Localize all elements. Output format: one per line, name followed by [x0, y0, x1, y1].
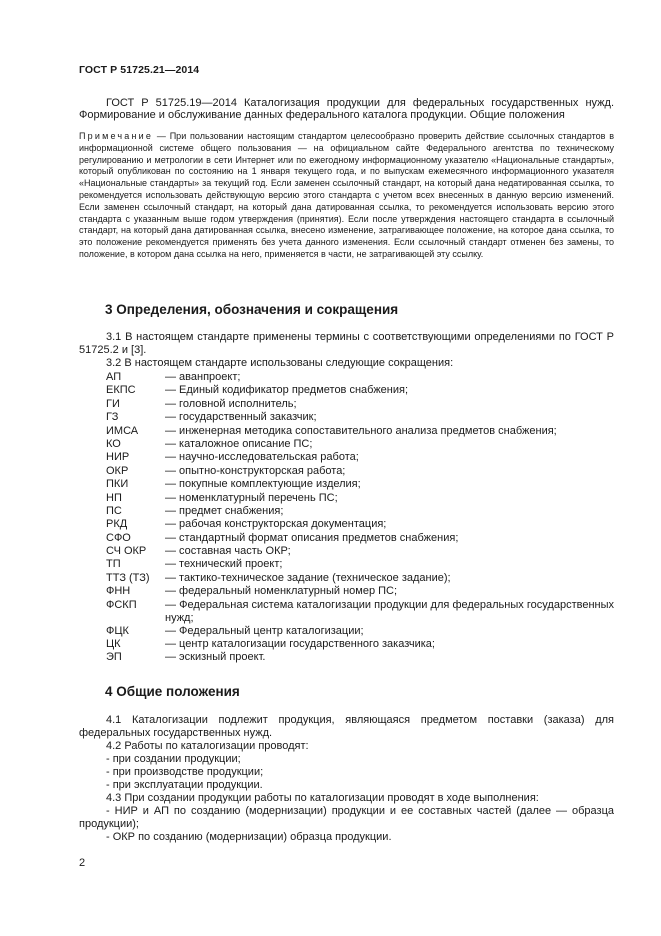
abbr-term: НП [106, 491, 122, 504]
abbr-term: РКД [106, 518, 128, 531]
list-item [106, 585, 614, 598]
normative-reference: ГОСТ Р 51725.19—2014 Каталогизация продукции для федеральных государственных нужд. Формирование и обслуживание данных федерального каталога продукции. Общие положения [79, 97, 614, 121]
abbr-definition: — покупные комплектующие изделия; [165, 478, 361, 491]
abbr-definition: — предмет снабжения; [165, 504, 284, 517]
abbr-definition: — опытно-конструкторская работа; [165, 464, 346, 477]
list-item [106, 638, 614, 651]
abbr-term: ФСКП [106, 598, 137, 611]
page-number: 2 [79, 857, 86, 869]
abbr-definition: — головной исполнитель; [165, 397, 297, 410]
abbr-definition: — Единый кодификатор предметов снабжения; [165, 384, 409, 397]
abbr-term: ИМСА [106, 424, 139, 437]
abbr-term: ЭП [106, 651, 122, 664]
list-item [106, 425, 614, 438]
clause-3-1: 3.1 В настоящем стандарте применены термины с соответствующими определениями по ГОСТ Р 51725.2 и [3]. [79, 331, 614, 356]
abbr-term: КО [106, 437, 121, 450]
list-item [106, 478, 614, 491]
abbr-definition: — рабочая конструкторская документация; [165, 518, 387, 531]
list-item: - при создании продукции; [106, 753, 241, 765]
abbr-definition: — технический проект; [165, 558, 283, 571]
abbr-definition: — номенклатурный перечень ПС; [165, 491, 338, 504]
list-item [106, 572, 614, 585]
clause-4-1: 4.1 Каталогизации подлежит продукция, являющаяся предметом поставки (заказа) для федеральных государственных нужд. [79, 714, 614, 739]
abbr-definition: — научно-исследовательская работа; [165, 451, 359, 464]
abbr-definition: — федеральный номенклатурный номер ПС; [165, 585, 398, 598]
abbr-definition: — Федеральная система каталогизации продукции для федеральных государственных нужд; [165, 598, 614, 624]
abbr-term: ФНН [106, 585, 131, 598]
abbr-term: ЦК [106, 638, 121, 651]
abbr-term: ТП [106, 558, 121, 571]
section-4-title: 4 Общие положения [105, 684, 240, 699]
abbr-definition: — эскизный проект. [165, 651, 266, 664]
list-item: - при эксплуатации продукции. [106, 779, 263, 791]
abbr-term: ГИ [106, 397, 120, 410]
abbr-definition: — стандартный формат описания предметов снабжения; [165, 531, 459, 544]
list-item [106, 398, 614, 411]
list-item [106, 505, 614, 518]
list-item [106, 518, 614, 531]
abbreviations-list [106, 371, 614, 665]
list-item [106, 438, 614, 451]
clause-4-2: 4.2 Работы по каталогизации проводят: [106, 740, 309, 752]
abbr-definition: — Федеральный центр каталогизации; [165, 624, 364, 637]
note-lead: Примечание [79, 131, 154, 141]
abbr-term: ПС [106, 504, 122, 517]
abbr-definition: — центр каталогизации государственного заказчика; [165, 638, 435, 651]
standard-header: ГОСТ Р 51725.21—2014 [79, 64, 200, 76]
list-item: - при производстве продукции; [106, 766, 264, 778]
list-item [106, 545, 614, 558]
clause-3-2: 3.2 В настоящем стандарте использованы следующие сокращения: [106, 357, 454, 369]
note-text: — При пользовании настоящим стандартом целесообразно проверить действие ссылочных стандартов в информационной системе общего пользования — на официальном сайте Федерального агентства по техническому регулированию и метрологии в сети Интернет или по ежегодному информационному указателю «Национальные стандарты», который опубликован по состоянию на 1 января текущего года, и по выпускам ежемесячного информационного указателя «Национальные стандарты» за текущий год. Если заменен ссылочный стандарт, на который дана недатированная ссылка, то рекомендуется использовать действующую версию этого стандарта с учетом всех внесенных в данную версию изменений. Если заменен ссылочный стандарт, на который дана датированная ссылка, то рекомендуется использовать версию этого стандарта с указанным выше годом утверждения (принятия). Если после утверждения настоящего стандарта в ссылочный стандарт, на который дана датированная ссылка, внесено изменение, затрагивающее положение, на которое дана ссылка, то это положение рекомендуется применять без учета данного изменения. Если ссылочный стандарт отменен без замены, то положение, в котором дана ссылка на него, применяется в части, не затрагивающей эту ссылку. [79, 131, 614, 259]
abbr-definition: — тактико-техническое задание (техническое задание); [165, 571, 451, 584]
list-item [106, 451, 614, 464]
abbr-term: ОКР [106, 464, 129, 477]
abbr-term: ТТЗ (ТЗ) [106, 571, 150, 584]
clause-4-3: 4.3 При создании продукции работы по каталогизации проводят в ходе выполнения: [106, 792, 539, 804]
list-item [106, 411, 614, 424]
list-item [106, 465, 614, 478]
abbr-term: ПКИ [106, 478, 129, 491]
list-item: - ОКР по созданию (модернизации) образца продукции. [106, 831, 392, 843]
list-item: - НИР и АП по созданию (модернизации) продукции и ее составных частей (далее — образца продукции); [79, 805, 614, 830]
note-block [79, 131, 614, 261]
abbr-definition: — каталожное описание ПС; [165, 437, 313, 450]
abbr-definition: — государственный заказчик; [165, 411, 317, 424]
abbr-term: АП [106, 371, 122, 383]
abbr-term: СФО [106, 531, 131, 544]
list-item [106, 599, 614, 625]
abbr-term: ЕКПС [106, 384, 136, 397]
abbr-term: СЧ ОКР [106, 545, 147, 558]
list-item [106, 558, 614, 571]
section-3-title: 3 Определения, обозначения и сокращения [105, 302, 399, 317]
abbr-definition: — инженерная методика сопоставительного анализа предметов снабжения; [165, 424, 557, 437]
abbr-term: НИР [106, 451, 130, 464]
list-item [106, 532, 614, 545]
abbr-term: ФЦК [106, 624, 129, 637]
list-item [106, 492, 614, 505]
list-item [106, 651, 614, 664]
abbr-definition: — аванпроект; [165, 371, 241, 383]
list-item [106, 384, 614, 397]
list-item [106, 625, 614, 638]
abbr-term: ГЗ [106, 411, 119, 424]
list-item [106, 371, 614, 384]
abbr-definition: — составная часть ОКР; [165, 545, 291, 558]
